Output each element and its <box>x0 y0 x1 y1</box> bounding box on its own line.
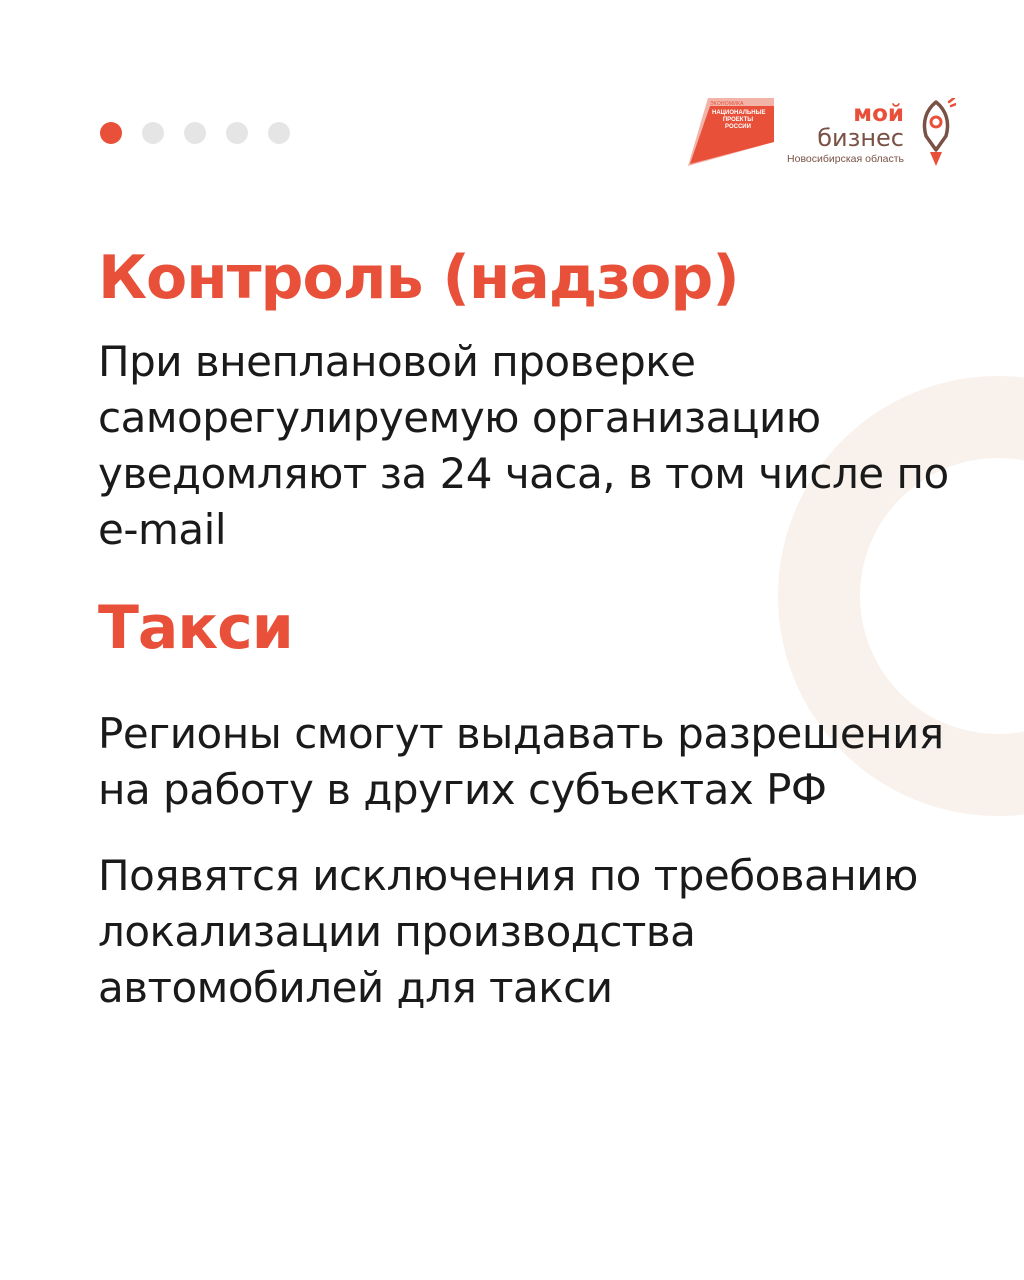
my-business-region: Новосибирская область <box>787 153 904 165</box>
my-business-logo-line2: бизнес <box>817 124 904 152</box>
rocket-pin-icon <box>916 98 956 168</box>
pagination-dot-active[interactable] <box>100 122 122 144</box>
national-projects-main-label: НАЦИОНАЛЬНЫЕ ПРОЕКТЫ РОССИИ <box>712 110 766 130</box>
section-paragraph-taxi-localization: Появятся исключения по требованию локализации производства автомобилей для такси <box>98 851 918 1012</box>
section-heading-taxi: Такси <box>98 593 293 663</box>
national-projects-logo <box>686 98 774 166</box>
section-paragraph-taxi-permits: Регионы смогут выдавать разрешения на работу в других субъектах РФ <box>98 709 944 814</box>
pagination-dot[interactable] <box>268 122 290 144</box>
section-paragraph-control: При внеплановой проверке саморегулируемую организацию уведомляют за 24 часа, в том числе по e-mail <box>98 337 949 554</box>
my-business-logo <box>787 96 962 170</box>
pagination-dot[interactable] <box>226 122 248 144</box>
main-content <box>98 226 958 1016</box>
pagination-dot[interactable] <box>184 122 206 144</box>
national-projects-top-label: ЭКОНОМИКА <box>710 101 744 107</box>
slide-pagination <box>100 122 290 144</box>
national-projects-flag-icon <box>686 98 774 166</box>
pagination-dot[interactable] <box>142 122 164 144</box>
section-heading-control: Контроль (надзор) <box>98 243 739 313</box>
my-business-logo-line1: мой <box>853 101 904 127</box>
